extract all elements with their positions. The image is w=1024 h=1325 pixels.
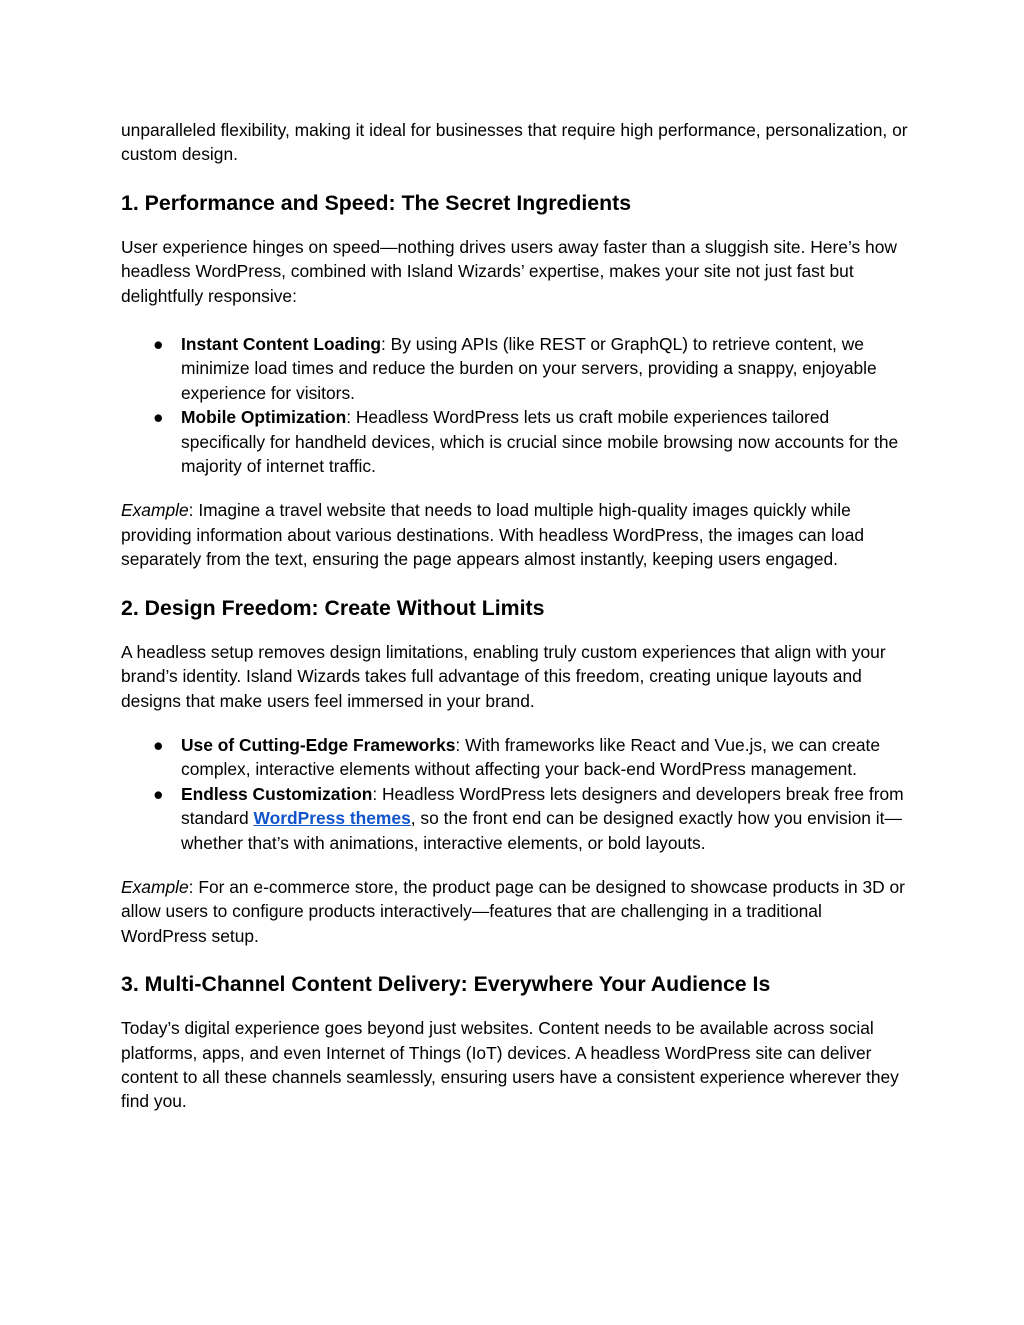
- list-item: [153, 405, 911, 478]
- example-text: : For an e-commerce store, the product page can be designed to showcase products in 3D or allow users to configure products interactively—features that are challenging in a traditional WordPress setup.: [121, 876, 905, 946]
- list-item-title: Endless Customization: [181, 783, 373, 804]
- bullet-icon: ●: [153, 734, 164, 755]
- section1-example: [121, 498, 911, 571]
- list-item-text: , so the front end can be designed exactly how you envision it—whether that’s with animations, interactive elements, or bold layouts.: [181, 808, 902, 853]
- list-item-text: : With frameworks like React and Vue.js, we can create complex, interactive elements without affecting your back-end WordPress management.: [181, 734, 881, 780]
- example-label: Example: [121, 500, 189, 521]
- list-item: [153, 782, 911, 855]
- list-item-title: Mobile Optimization: [181, 407, 347, 428]
- bullet-icon: ●: [153, 783, 164, 804]
- list-item: [153, 332, 911, 405]
- list-item-text: : By using APIs (like REST or GraphQL) to retrieve content, we minimize load times and reduce the burden on your servers, providing a snappy, enjoyable experience for visitors.: [181, 334, 877, 403]
- section1-paragraph: User experience hinges on speed—nothing drives users away faster than a sluggish site. Here’s how headless WordPress, combined with Island Wizards’ expertise, makes your site not just fast but delightfully responsive:: [121, 236, 897, 306]
- list-item-text: : Headless WordPress lets us craft mobile experiences tailored specifically for handheld devices, which is crucial since mobile browsing now accounts for the majority of internet traffic.: [181, 407, 899, 477]
- list-item-title: Use of Cutting-Edge Frameworks: [181, 734, 456, 755]
- document-page: [121, 118, 911, 1114]
- section1-list: [121, 332, 911, 478]
- section3-paragraph: Today’s digital experience goes beyond just websites. Content needs to be available across social platforms, apps, and even Internet of Things (IoT) devices. A headless WordPress site can deliver content to all these channels seamlessly, ensuring users have a consistent experience wherever they find you.: [121, 1018, 899, 1112]
- list-item: [153, 733, 911, 782]
- intro-paragraph: unparalleled flexibility, making it ideal for businesses that require high performance, personalization, or custom design.: [121, 120, 908, 165]
- section1-heading: 1. Performance and Speed: The Secret Ingredients: [121, 190, 632, 215]
- wordpress-themes-link[interactable]: WordPress themes: [253, 808, 411, 829]
- section2-list: [121, 733, 911, 855]
- section3-heading: 3. Multi-Channel Content Delivery: Everywhere Your Audience Is: [121, 972, 771, 997]
- list-item-text: : Headless WordPress lets designers and developers break free from standard: [181, 783, 904, 829]
- bullet-icon: ●: [153, 407, 164, 428]
- section2-heading: 2. Design Freedom: Create Without Limits: [121, 595, 545, 620]
- example-label: Example: [121, 876, 189, 897]
- list-item-title: Instant Content Loading: [181, 334, 381, 355]
- bullet-icon: ●: [153, 334, 164, 355]
- section2-example: [121, 875, 911, 948]
- section2-paragraph: A headless setup removes design limitations, enabling truly custom experiences that align with your brand’s identity. Island Wizards takes full advantage of this freedom, creating unique layouts and designs that make users feel immersed in your brand.: [121, 641, 886, 711]
- example-text: : Imagine a travel website that needs to load multiple high-quality images quickly while providing information about various destinations. With headless WordPress, the images can load separately from the text, ensuring the page appears almost instantly, keeping users engaged.: [121, 500, 865, 570]
